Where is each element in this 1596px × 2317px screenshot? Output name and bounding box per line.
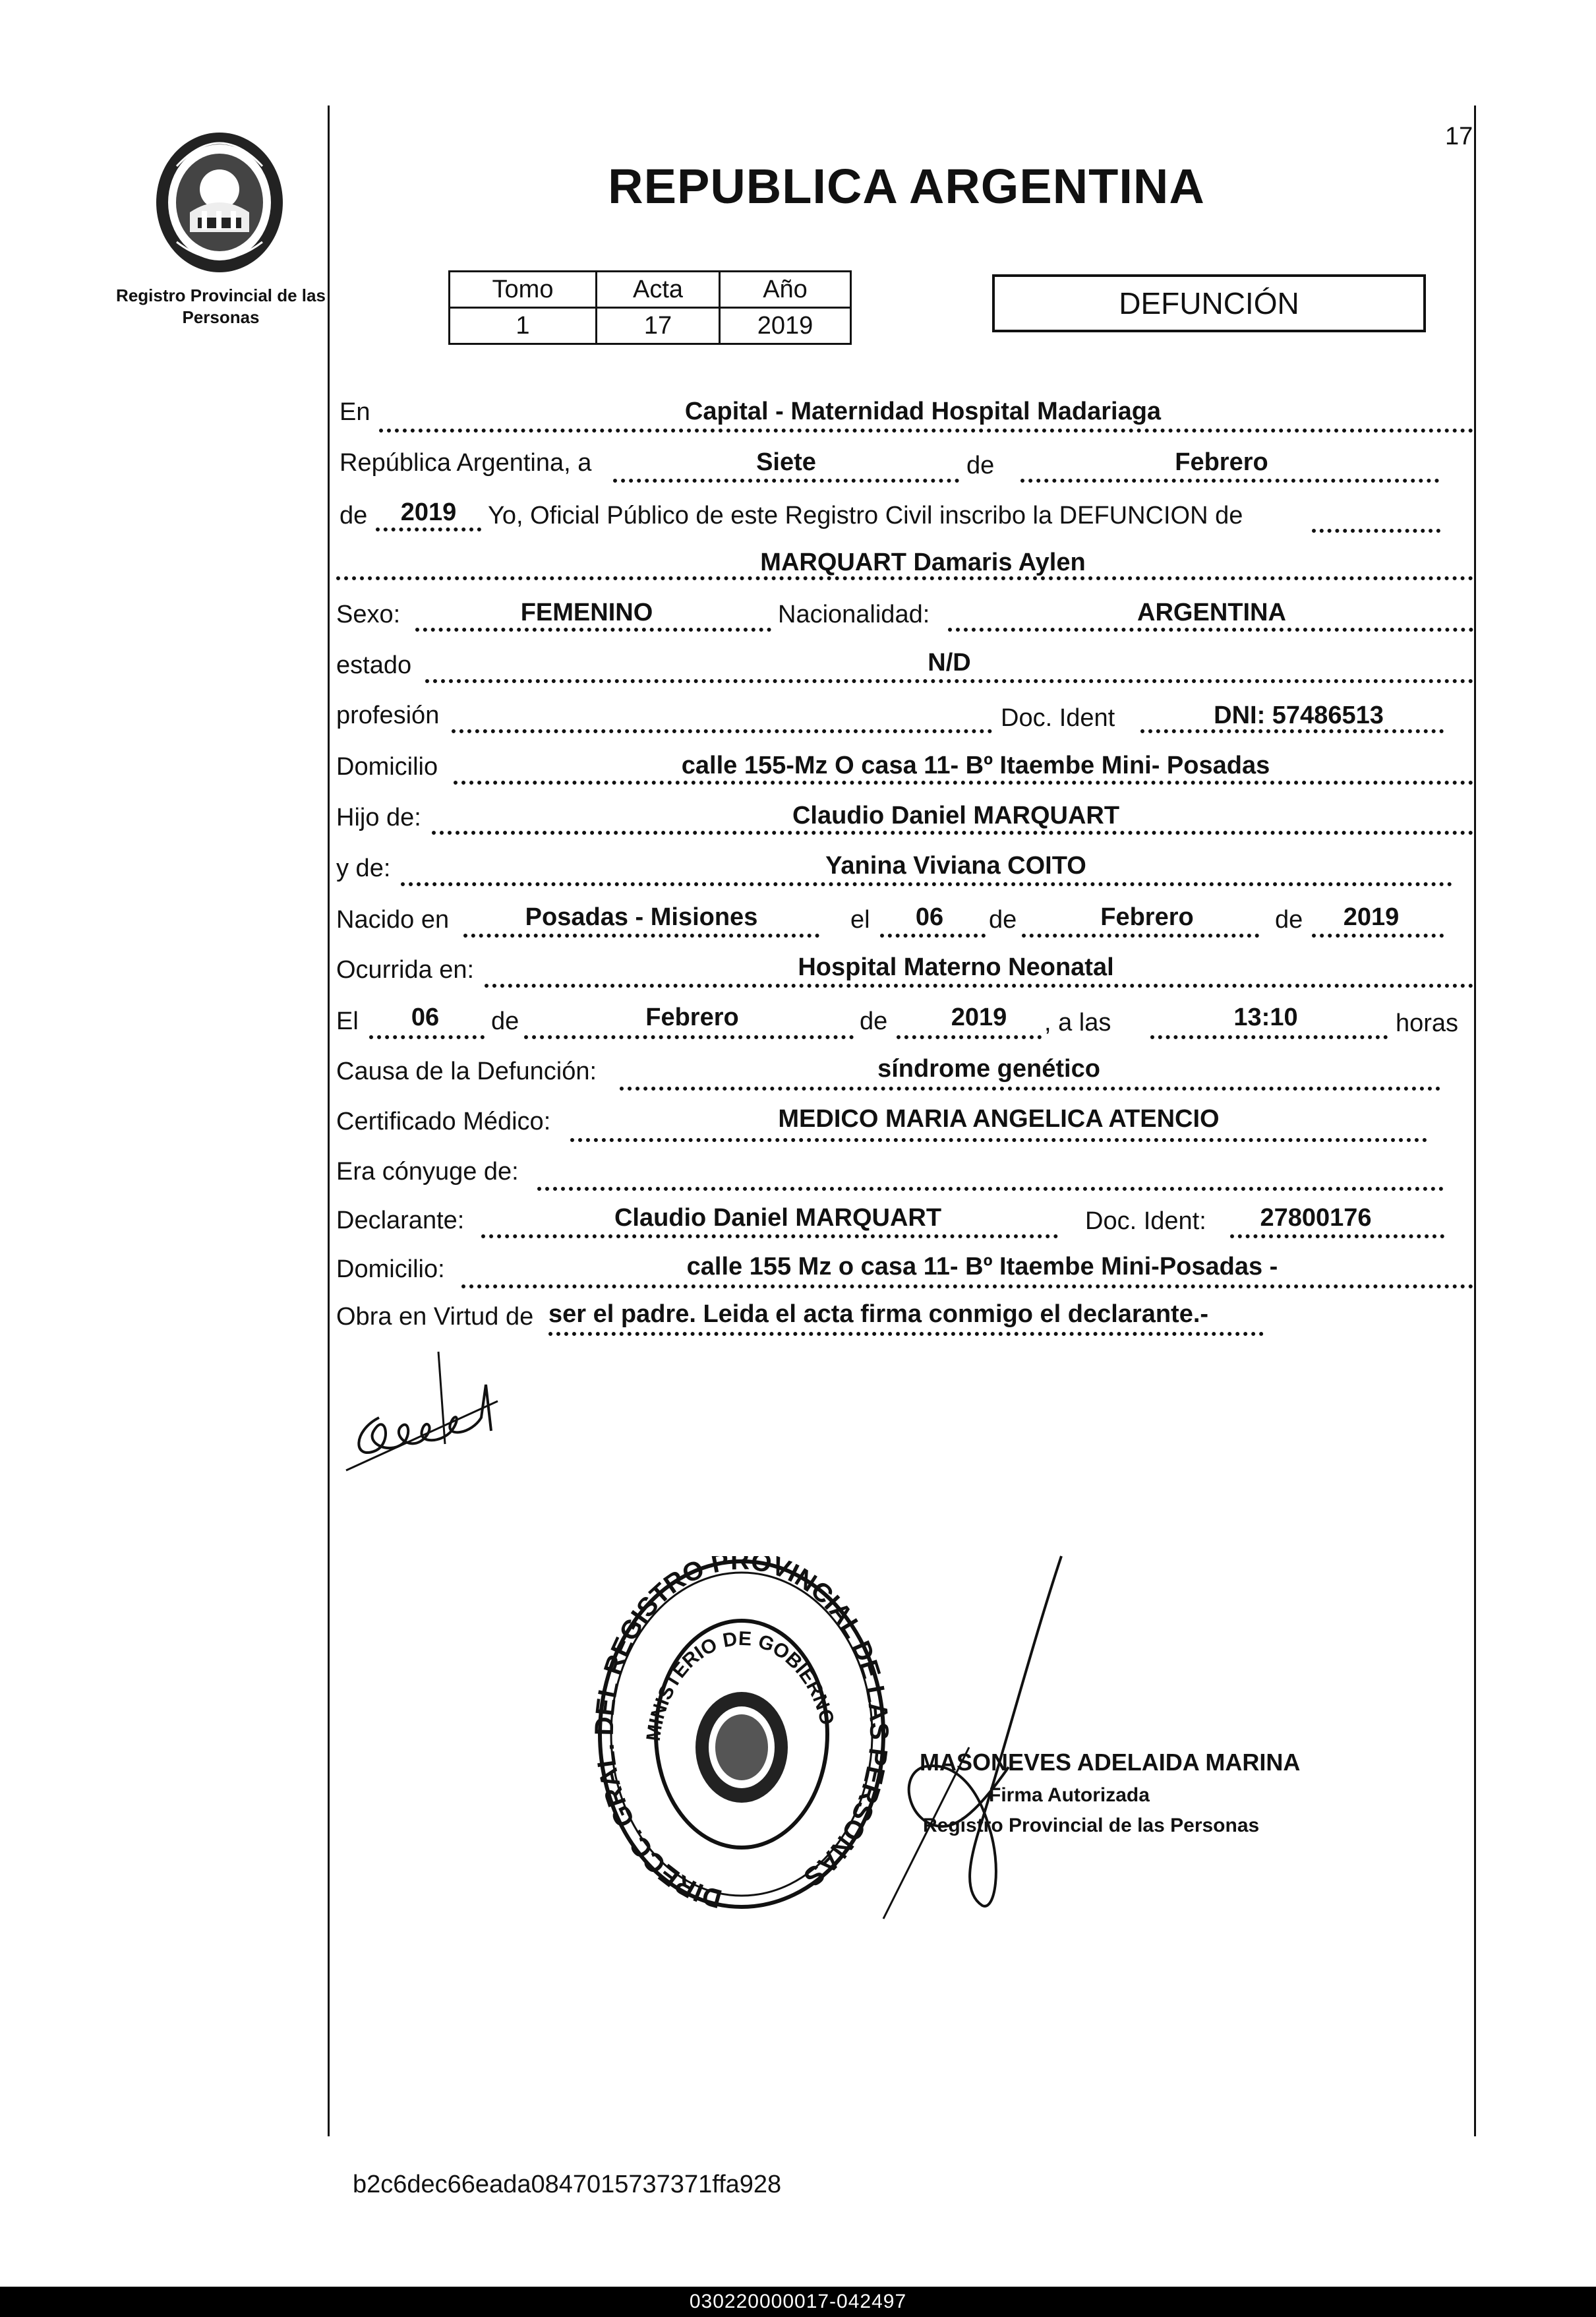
nacido-day-dotline (880, 934, 986, 938)
province-emblem (150, 127, 289, 278)
death-month-dotline (524, 1035, 854, 1039)
ano-value: 2019 (720, 308, 851, 344)
doc-ident-value: DNI: 57486513 (1214, 702, 1384, 729)
domicilio2-label: Domicilio: (336, 1255, 445, 1283)
republica-label: República Argentina, a (340, 449, 592, 477)
profesion-label: profesión (336, 702, 440, 729)
ocurrida-value: Hospital Materno Neonatal (798, 953, 1114, 981)
causa-dotline (620, 1087, 1440, 1091)
inscribo-text: Yo, Oficial Público de este Registro Civil inscribo la DEFUNCION de (488, 502, 1243, 529)
domicilio2-value: calle 155 Mz o casa 11- Bº Itaembe Mini-Posadas - (686, 1253, 1278, 1280)
estado-value: N/D (928, 649, 971, 677)
certificado-dotline (570, 1138, 1427, 1142)
de-label-5: de (491, 1008, 519, 1035)
causa-value: síndrome genético (877, 1055, 1100, 1083)
domicilio-dotline (454, 781, 1473, 785)
nacido-month-dotline (1022, 934, 1259, 938)
nacido-label: Nacido en (336, 906, 450, 934)
certificado-label: Certificado Médico: (336, 1108, 551, 1135)
death-year-dotline (897, 1035, 1042, 1039)
nacionalidad-dotline (948, 628, 1473, 632)
hijo-dotline (432, 831, 1473, 835)
de-label-3: de (989, 906, 1017, 934)
ocurrida-dotline (485, 984, 1473, 988)
sexo-dotline (415, 628, 771, 632)
stamp-inner-text: MINISTERIO DE GOBIERNO (642, 1627, 839, 1743)
sexo-label: Sexo: (336, 601, 401, 628)
right-margin-line (1474, 105, 1476, 2136)
official-office: Registro Provincial de las Personas (923, 1815, 1260, 1836)
causa-label: Causa de la Defunción: (336, 1058, 597, 1085)
horas-label: horas (1396, 1009, 1459, 1037)
yde-value: Yanina Viviana COITO (825, 852, 1086, 880)
month-dotline (1020, 479, 1439, 483)
estado-dotline (425, 679, 1473, 683)
yde-label: y de: (336, 855, 391, 882)
nacido-day: 06 (915, 903, 944, 931)
nacido-value: Posadas - Misiones (525, 903, 758, 931)
en-value: Capital - Maternidad Hospital Madariaga (684, 398, 1162, 425)
de-label-2: de (340, 502, 368, 529)
death-day: 06 (411, 1004, 440, 1031)
year-dotline (376, 527, 481, 531)
conyuge-label: Era cónyuge de: (336, 1158, 519, 1186)
page-title: REPUBLICA ARGENTINA (608, 159, 1205, 214)
official-stamp (593, 1556, 890, 1912)
day-dotline (613, 479, 959, 483)
El-label: El (336, 1008, 359, 1035)
de-label-6: de (860, 1008, 888, 1035)
en-label: En (340, 398, 370, 426)
death-month: Febrero (645, 1004, 739, 1031)
hijo-value: Claudio Daniel MARQUART (792, 802, 1120, 829)
left-margin-line (328, 105, 330, 2136)
doc-ident-label: Doc. Ident (1001, 704, 1115, 732)
en-dotline (379, 429, 1473, 433)
obra-label: Obra en Virtud de (336, 1303, 534, 1331)
domicilio-label: Domicilio (336, 753, 438, 781)
death-year: 2019 (951, 1004, 1007, 1031)
acta-value: 17 (597, 308, 720, 344)
tomo-header: Tomo (450, 272, 597, 308)
nacido-month: Febrero (1100, 903, 1194, 931)
nacido-year-dotline (1312, 934, 1444, 938)
ano-header: Año (720, 272, 851, 308)
inscribo-dotline (1312, 529, 1440, 533)
yde-dotline (401, 882, 1452, 886)
obra-value: ser el padre. Leida el acta firma conmigo el declarante.- (548, 1300, 1209, 1328)
decl-doc-value: 27800176 (1260, 1204, 1372, 1232)
sexo-value: FEMENINO (520, 599, 653, 626)
certificado-value: MEDICO MARIA ANGELICA ATENCIO (778, 1105, 1220, 1133)
register-table (448, 270, 852, 345)
de-label-4: de (1275, 906, 1303, 934)
official-name: MASONEVES ADELAIDA MARINA (920, 1749, 1301, 1776)
death-day-dotline (369, 1035, 485, 1039)
footer-code: 030220000017-042497 (0, 2287, 1596, 2317)
death-time: 13:10 (1233, 1004, 1298, 1031)
page-number: 17 (1445, 123, 1473, 150)
month-value: Febrero (1175, 448, 1268, 476)
decl-doc-label: Doc. Ident: (1085, 1207, 1206, 1235)
deceased-name: MARQUART Damaris Aylen (760, 549, 1086, 576)
nacionalidad-label: Nacionalidad: (778, 601, 930, 628)
decl-doc-dotline (1230, 1234, 1444, 1238)
official-role: Firma Autorizada (989, 1784, 1150, 1806)
document-type-box: DEFUNCIÓN (992, 274, 1426, 332)
alas-label: , a las (1044, 1009, 1111, 1037)
estado-label: estado (336, 651, 412, 679)
nacido-dotline (463, 934, 819, 938)
conyuge-dotline (537, 1187, 1444, 1191)
ocurrida-label: Ocurrida en: (336, 956, 475, 984)
hijo-label: Hijo de: (336, 804, 421, 831)
death-time-dotline (1150, 1035, 1388, 1039)
nacido-year: 2019 (1343, 903, 1400, 931)
declarante-dotline (481, 1234, 1058, 1238)
document-hash: b2c6dec66eada0847015737371ffa928 (353, 2171, 782, 2198)
tomo-value: 1 (450, 308, 597, 344)
declarante-value: Claudio Daniel MARQUART (614, 1204, 942, 1232)
el-label: el (850, 906, 870, 934)
declarant-signature (340, 1339, 511, 1484)
obra-dotline (548, 1332, 1264, 1336)
nacionalidad-value: ARGENTINA (1137, 599, 1286, 626)
domicilio-value: calle 155-Mz O casa 11- Bº Itaembe Mini- Posadas (681, 752, 1270, 779)
declarante-label: Declarante: (336, 1207, 465, 1234)
stamp-outer-text: DIRECC. GRAL. EL REGISTRO PROVINCIAL DE L PERSONAS (593, 1556, 890, 1912)
registry-name: Registro Provincial de las Personas (116, 286, 326, 327)
acta-header: Acta (597, 272, 720, 308)
year-value: 2019 (400, 498, 457, 526)
official-signature (870, 1550, 1088, 1945)
de-label-1: de (966, 452, 995, 479)
profesion-dotline (452, 729, 992, 733)
day-value: Siete (756, 448, 816, 476)
domicilio2-dotline (461, 1284, 1473, 1288)
